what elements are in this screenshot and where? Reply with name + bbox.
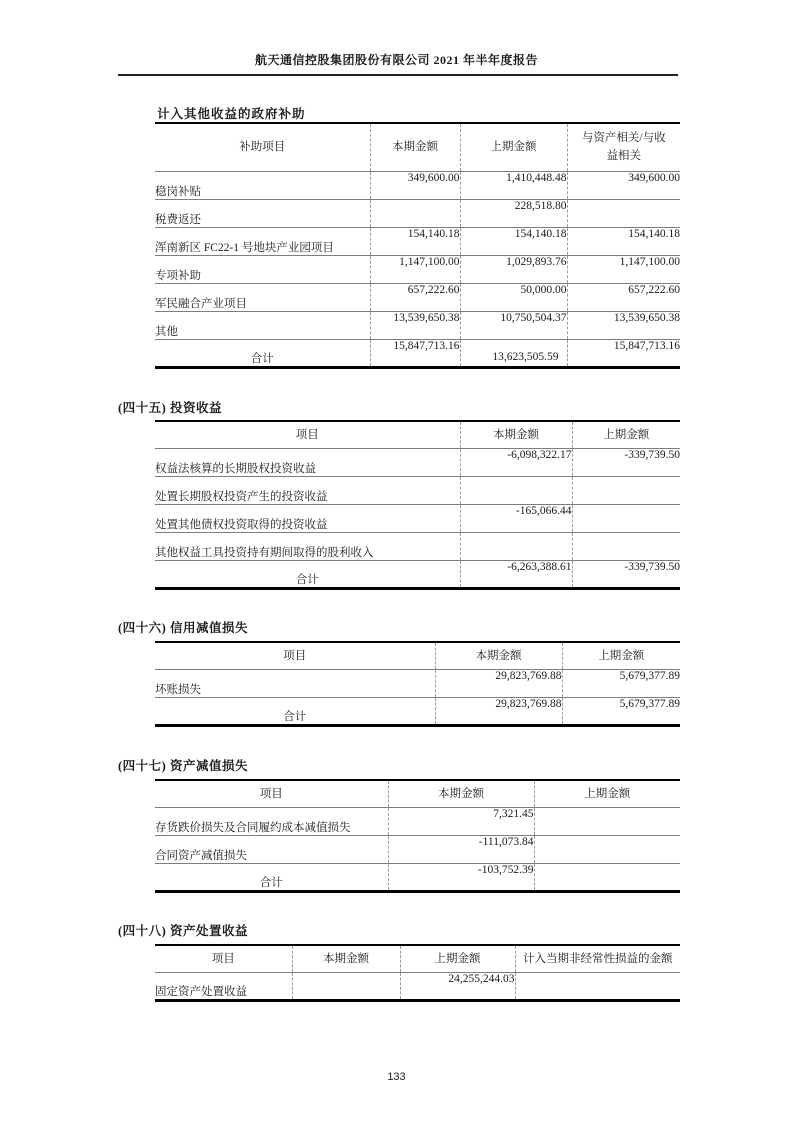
cell-total-label: 合计 bbox=[155, 863, 388, 891]
table-total-row bbox=[155, 697, 680, 725]
asset-disposal-table bbox=[155, 944, 680, 1002]
col-header-current: 本期金额 bbox=[370, 123, 460, 171]
table-row bbox=[155, 972, 680, 1000]
col-header-prior: 上期金额 bbox=[400, 945, 515, 972]
col-header-item: 项目 bbox=[211, 952, 235, 965]
cell-prior: 1,029,893.76 bbox=[460, 255, 567, 283]
page-number: 133 bbox=[387, 1071, 406, 1083]
col-header-prior: 上期金额 bbox=[534, 780, 680, 807]
cell-current: -111,073.84 bbox=[388, 835, 534, 863]
col-header-prior: 上期金额 bbox=[572, 421, 680, 448]
col-header-prior: 上期金额 bbox=[460, 123, 567, 171]
cell-current: 7,321.45 bbox=[388, 807, 534, 835]
table-total-row bbox=[155, 560, 680, 588]
table-row bbox=[155, 171, 680, 199]
col-header-current: 本期金额 bbox=[388, 780, 534, 807]
col-header-related: 与资产相关/与收益相关 bbox=[567, 123, 680, 171]
cell-item: 税费返还 bbox=[155, 199, 370, 227]
cell-item: 稳岗补贴 bbox=[155, 171, 370, 199]
table-header-row bbox=[155, 945, 680, 972]
table-header-row bbox=[155, 642, 680, 669]
col-header-current: 本期金额 bbox=[292, 945, 400, 972]
table-row bbox=[155, 835, 680, 863]
subsidy-table-caption: 计入其他收益的政府补助 bbox=[157, 107, 306, 121]
cell-item: 军民融合产业项目 bbox=[155, 283, 370, 311]
cell-prior: 154,140.18 bbox=[460, 227, 567, 255]
cell-related: 1,147,100.00 bbox=[567, 255, 680, 283]
cell-current bbox=[370, 199, 460, 227]
cell-prior: 10,750,504.37 bbox=[460, 311, 567, 339]
document-header-title: 航天通信控股集团股份有限公司 2021 年半年度报告 bbox=[254, 53, 538, 67]
cell-prior: -339,739.50 bbox=[572, 448, 680, 476]
cell-prior bbox=[534, 863, 680, 891]
cell-current: 29,823,769.88 bbox=[435, 697, 562, 725]
section-heading-48: (四十八) 资产处置收益 bbox=[118, 924, 248, 938]
table-row bbox=[155, 199, 680, 227]
cell-item: 权益法核算的长期股权投资收益 bbox=[155, 448, 460, 476]
cell-prior: 1,410,448.48 bbox=[460, 171, 567, 199]
section-heading-45: (四十五) 投资收益 bbox=[118, 401, 222, 415]
asset-impairment-table bbox=[155, 779, 680, 893]
cell-prior: 24,255,244.03 bbox=[400, 972, 515, 1000]
cell-item: 固定资产处置收益 bbox=[155, 972, 292, 1000]
subsidy-table bbox=[155, 122, 680, 369]
cell-nonrecurring bbox=[515, 972, 680, 1000]
cell-prior bbox=[534, 807, 680, 835]
cell-current: -6,098,322.17 bbox=[460, 448, 572, 476]
cell-total-label: 合计 bbox=[155, 697, 435, 725]
table-row bbox=[155, 448, 680, 476]
cell-item: 处置长期股权投资产生的投资收益 bbox=[155, 476, 460, 504]
cell-item: 浑南新区 FC22-1 号地块产业园项目 bbox=[155, 227, 370, 255]
table-total-row bbox=[155, 863, 680, 891]
cell-item: 坏账损失 bbox=[155, 669, 435, 697]
table-total-row bbox=[155, 339, 680, 367]
cell-prior bbox=[534, 835, 680, 863]
table-header-row bbox=[155, 421, 680, 448]
cell-current: 29,823,769.88 bbox=[435, 669, 562, 697]
cell-prior: 5,679,377.89 bbox=[562, 669, 680, 697]
cell-item: 处置其他债权投资取得的投资收益 bbox=[155, 504, 460, 532]
cell-prior bbox=[572, 532, 680, 560]
cell-current: 154,140.18 bbox=[370, 227, 460, 255]
col-header-item: 项目 bbox=[295, 428, 319, 441]
col-header-item: 项目 bbox=[283, 649, 307, 662]
cell-item: 合同资产减值损失 bbox=[155, 835, 388, 863]
cell-current bbox=[460, 532, 572, 560]
cell-current: 1,147,100.00 bbox=[370, 255, 460, 283]
section-heading-47: (四十七) 资产减值损失 bbox=[118, 759, 248, 773]
cell-prior: 50,000.00 bbox=[460, 283, 567, 311]
cell-prior: 13,623,505.59 bbox=[460, 339, 567, 367]
cell-current bbox=[292, 972, 400, 1000]
cell-item: 专项补助 bbox=[155, 255, 370, 283]
table-row bbox=[155, 669, 680, 697]
cell-item: 其他 bbox=[155, 311, 370, 339]
cell-related: 349,600.00 bbox=[567, 171, 680, 199]
col-header-current: 本期金额 bbox=[460, 421, 572, 448]
cell-related: 657,222.60 bbox=[567, 283, 680, 311]
table-header-row bbox=[155, 780, 680, 807]
header-rule bbox=[118, 74, 678, 76]
table-row bbox=[155, 504, 680, 532]
table-header-row bbox=[155, 123, 680, 171]
table-row bbox=[155, 255, 680, 283]
cell-related: 154,140.18 bbox=[567, 227, 680, 255]
cell-current: 349,600.00 bbox=[370, 171, 460, 199]
table-row bbox=[155, 476, 680, 504]
cell-prior bbox=[572, 476, 680, 504]
col-header-item: 补助项目 bbox=[239, 141, 286, 154]
cell-current: 13,539,650.38 bbox=[370, 311, 460, 339]
cell-total-label: 合计 bbox=[155, 560, 460, 588]
cell-item: 其他权益工具投资持有期间取得的股利收入 bbox=[155, 532, 460, 560]
cell-related: 13,539,650.38 bbox=[567, 311, 680, 339]
credit-impairment-table bbox=[155, 641, 680, 727]
table-row bbox=[155, 311, 680, 339]
cell-current: 15,847,713.16 bbox=[370, 339, 460, 367]
table-row bbox=[155, 807, 680, 835]
cell-prior bbox=[572, 504, 680, 532]
cell-total-label: 合计 bbox=[155, 339, 370, 367]
cell-current: 657,222.60 bbox=[370, 283, 460, 311]
cell-current bbox=[460, 476, 572, 504]
col-header-item: 项目 bbox=[259, 787, 283, 800]
col-header-prior: 上期金额 bbox=[562, 642, 680, 669]
cell-current: -103,752.39 bbox=[388, 863, 534, 891]
cell-current: -165,066.44 bbox=[460, 504, 572, 532]
col-header-current: 本期金额 bbox=[435, 642, 562, 669]
table-row bbox=[155, 227, 680, 255]
cell-prior: 5,679,377.89 bbox=[562, 697, 680, 725]
cell-related: 15,847,713.16 bbox=[567, 339, 680, 367]
table-row bbox=[155, 283, 680, 311]
cell-prior: -339,739.50 bbox=[572, 560, 680, 588]
cell-prior: 228,518.80 bbox=[460, 199, 567, 227]
investment-income-table bbox=[155, 420, 680, 590]
section-heading-46: (四十六) 信用减值损失 bbox=[118, 621, 248, 635]
cell-item: 存货跌价损失及合同履约成本减值损失 bbox=[155, 807, 388, 835]
col-header-nonrecurring: 计入当期非经常性损益的金额 bbox=[515, 945, 680, 972]
cell-related bbox=[567, 199, 680, 227]
cell-current: -6,263,388.61 bbox=[460, 560, 572, 588]
table-row bbox=[155, 532, 680, 560]
